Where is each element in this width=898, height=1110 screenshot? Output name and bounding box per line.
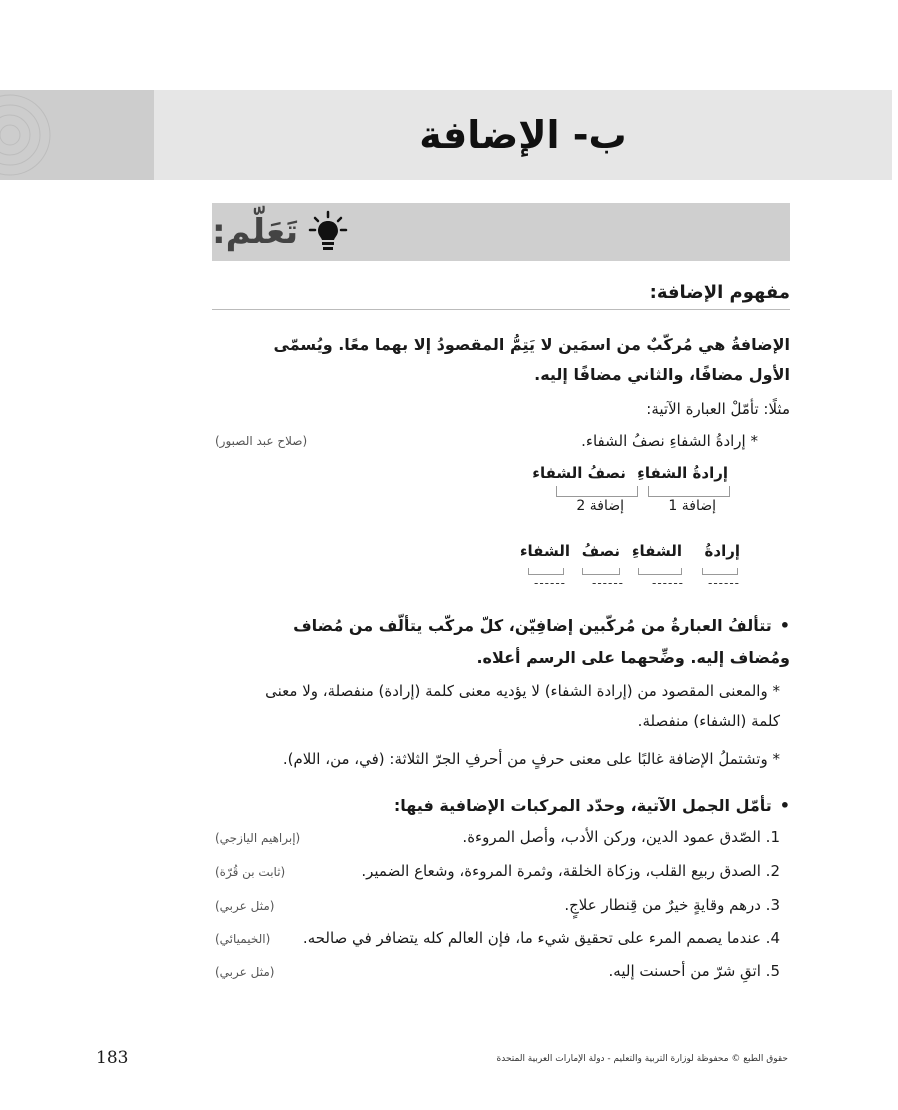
label-idafa-2: إضافة 2 [576, 498, 624, 514]
bracket [528, 568, 564, 575]
ornament-decoration [0, 90, 154, 180]
blank-line: ------ [708, 576, 740, 590]
quote-source: (صلاح عبد الصبور) [215, 434, 308, 448]
list-source: (ثابت بن قُرّة) [215, 865, 286, 879]
compound-word: نصفُ الشفاء [532, 464, 626, 482]
list-source: (مثل عربي) [215, 899, 275, 913]
bracket [702, 568, 738, 575]
list-source: (إبراهيم اليازجي) [215, 831, 301, 845]
list-item: 4. عندما يصمم المرء على تحقيق شيء ما، فإن العالم كله يتضافر في صالحه. [302, 929, 780, 947]
list-item: 5. اتقِ شرّ من أحسنت إليه. [608, 962, 780, 980]
note-meaning: * والمعنى المقصود من (إرادة الشفاء) لا يؤديه معنى كلمة (إرادة) منفصلة، ولا معنى كلمة (الشفاء) منفصلة. [265, 682, 780, 730]
bullet-icon: • [779, 796, 790, 815]
quote-text: * إرادةُ الشفاءِ نصفُ الشفاء. [581, 432, 758, 450]
word: نصفُ [581, 542, 620, 560]
bullet-compounds [230, 610, 790, 674]
blank-line: ------ [534, 576, 566, 590]
bracket [582, 568, 620, 575]
bracket [638, 568, 682, 575]
word: إرادةُ [704, 542, 740, 560]
example-intro: مثلًا: تأمّلْ العبارة الآتية: [646, 400, 790, 418]
bullet-text: تأمّل الجمل الآتية، وحدّد المركبات الإضافية فيها: [393, 796, 772, 815]
list-item: 2. الصدق ربيع القلب، وزكاة الخلقة، وثمرة المروءة، وشعاع الضمير. [361, 862, 780, 880]
list-item: 3. درهم وقايةٍ خيرٌ من قِنطار علاجٍ. [564, 896, 780, 914]
list-item: 1. الصّدق عمود الدين، وركن الأدب، وأصل المروءة. [462, 828, 780, 846]
bullet-text: تتألفُ العبارةُ من مُركّبين إضافِيّن، كلّ مركّب يتألّف من مُضاف ومُضاف إليه. وضِّحهما على الرسم أعلاه. [293, 616, 790, 667]
lightbulb-icon [308, 210, 348, 254]
chapter-title: ب- الإضافة [419, 113, 627, 157]
bracket [556, 486, 638, 497]
section-heading: مفهوم الإضافة: [212, 282, 790, 310]
blank-line: ------ [652, 576, 684, 590]
page-number: 183 [96, 1048, 129, 1068]
compound-word: إرادةُ الشفاءِ [637, 464, 728, 482]
copyright-notice: حقوق الطبع © محفوظة لوزارة التربية والتعليم - دولة الإمارات العربية المتحدة [496, 1054, 788, 1064]
label-idafa-1: إضافة 1 [668, 498, 716, 514]
learn-box [212, 203, 790, 261]
list-source: (مثل عربي) [215, 965, 275, 979]
bracket [648, 486, 730, 497]
list-source: (الخيميائي) [215, 932, 271, 946]
learn-label: تَعَلّم: [212, 212, 299, 252]
bullet-exercise [394, 790, 790, 822]
chapter-banner [0, 90, 892, 180]
diagram-compounds [532, 462, 740, 522]
note-preposition: * وتشتملُ الإضافة غالبًا على معنى حرفٍ من أحرفِ الجرّ الثلاثة: (في، من، اللام). [282, 750, 780, 768]
diagram-words [520, 542, 750, 602]
word: الشفاء [519, 542, 570, 560]
definition-text: الإضافةُ هي مُركّبٌ من اسمَين لا يَتِمُّ المقصودُ إلا بهما معًا. ويُسمّى الأول مضافًا، والثاني مضافًا إليه. [273, 335, 790, 384]
bullet-icon: • [779, 616, 790, 635]
blank-line: ------ [592, 576, 624, 590]
word: الشفاءِ [631, 542, 682, 560]
